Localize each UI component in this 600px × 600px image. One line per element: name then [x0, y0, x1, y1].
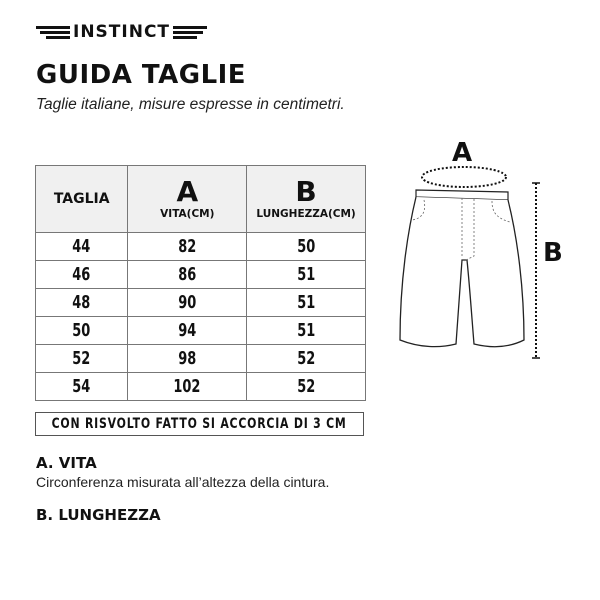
cell-length: 50	[247, 233, 366, 261]
header-lunghezza	[247, 166, 366, 233]
shorts-diagram	[380, 130, 590, 370]
cell-waist: 102	[128, 373, 247, 401]
header-letter: A	[176, 175, 199, 208]
header-vita	[128, 166, 247, 233]
cell-size: 44	[36, 233, 128, 261]
right-wing-icon	[173, 26, 207, 39]
diagram-label-a: A	[452, 138, 473, 168]
table-header-row	[36, 166, 366, 233]
cell-length: 51	[247, 317, 366, 345]
header-label: LUNGHEZZA(CM)	[256, 208, 356, 220]
header-letter: B	[295, 175, 317, 208]
header-taglia	[36, 166, 128, 233]
diagram-label-b: B	[543, 238, 563, 268]
header-label: VITA(CM)	[160, 208, 215, 220]
table-row	[36, 261, 366, 289]
left-wing-icon	[36, 26, 70, 39]
cell-waist: 82	[128, 233, 247, 261]
page-title: GUIDA TAGLIE	[36, 60, 247, 90]
cell-length: 52	[247, 345, 366, 373]
cell-size: 52	[36, 345, 128, 373]
brand-logo	[36, 22, 207, 42]
cuff-note: CON RISVOLTO FATTO SI ACCORCIA DI 3 CM	[35, 412, 364, 436]
cell-size: 50	[36, 317, 128, 345]
cell-size: 48	[36, 289, 128, 317]
table-row	[36, 373, 366, 401]
table-row	[36, 289, 366, 317]
page-subtitle: Taglie italiane, misure espresse in centimetri.	[36, 96, 345, 113]
size-table	[35, 165, 366, 401]
cell-waist: 86	[128, 261, 247, 289]
table-row	[36, 345, 366, 373]
section-title-lunghezza: B. LUNGHEZZA	[36, 506, 161, 524]
cell-length: 51	[247, 289, 366, 317]
table-row	[36, 317, 366, 345]
header-label: TAGLIA	[53, 191, 110, 207]
cell-size: 54	[36, 373, 128, 401]
cell-waist: 98	[128, 345, 247, 373]
cell-length: 51	[247, 261, 366, 289]
table-row	[36, 233, 366, 261]
cell-waist: 90	[128, 289, 247, 317]
section-desc-vita: Circonferenza misurata all’altezza della cintura.	[36, 474, 330, 490]
cell-length: 52	[247, 373, 366, 401]
cell-size: 46	[36, 261, 128, 289]
brand-name: INSTINCT	[73, 22, 171, 42]
cell-waist: 94	[128, 317, 247, 345]
section-title-vita: A. VITA	[36, 454, 97, 472]
